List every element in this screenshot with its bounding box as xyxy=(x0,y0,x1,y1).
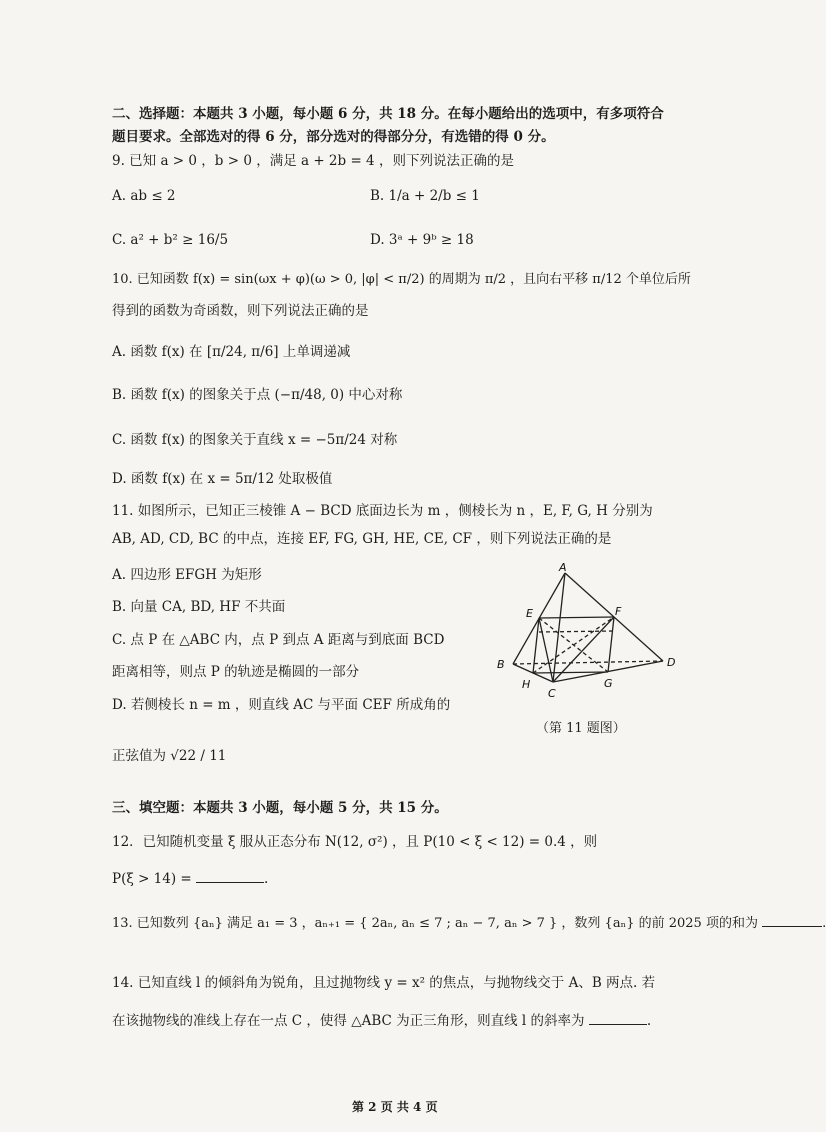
q10-option-b: B. 函数 f(x) 的图象关于点 (−π/48, 0) 中心对称 xyxy=(112,387,403,403)
q12-stem-text: P(ξ > 14) = xyxy=(112,871,192,887)
q10-option-d: D. 函数 f(x) 在 x = 5π/12 处取极值 xyxy=(112,471,333,487)
label-h: H xyxy=(522,678,531,691)
figure-caption: （第 11 题图） xyxy=(536,721,626,736)
section2-header-line1: 二、选择题：本题共 3 小题，每小题 6 分，共 18 分。在每小题给出的选项中，有多项符合 xyxy=(112,106,664,122)
q13-stem: 13. 已知数列 {aₙ} 满足 a₁ = 3 ，aₙ₊₁ = { 2aₙ, aₙ ≤ 7 ; aₙ − 7, aₙ > 7 } ，数列 {aₙ} 的前 2025 项的和为 . xyxy=(112,916,826,931)
q10-option-c: C. 函数 f(x) 的图象关于直线 x = −5π/24 对称 xyxy=(112,432,398,448)
label-g: G xyxy=(604,677,613,690)
q13-stem-text: 13. 已知数列 {aₙ} 满足 a₁ = 3 ，aₙ₊₁ = { 2aₙ, aₙ ≤ 7 ; aₙ − 7, aₙ > 7 } ，数列 {aₙ} 的前 2025 项的和为 xyxy=(112,916,758,931)
q10-option-a: A. 函数 f(x) 在 [π/24, π/6] 上单调递减 xyxy=(112,344,351,360)
page-footer: 第 2 页 共 4 页 xyxy=(352,1100,438,1114)
q11-option-c-line2: 距离相等，则点 P 的轨迹是椭圆的一部分 xyxy=(112,664,360,680)
q11-option-d-line2: 正弦值为 √22 / 11 xyxy=(112,748,227,764)
segment-fg xyxy=(608,617,614,672)
q12-answer-blank[interactable] xyxy=(196,870,264,883)
q10-stem-line1: 10. 已知函数 f(x) = sin(ωx + φ)(ω > 0, |φ| < π/2) 的周期为 π/2 ，且向右平移 π/12 个单位后所 xyxy=(112,272,691,287)
label-f: F xyxy=(615,605,622,618)
label-d: D xyxy=(667,656,676,669)
q11-option-a: A. 四边形 EFGH 为矩形 xyxy=(112,567,262,583)
label-b: B xyxy=(497,658,505,671)
section3-header: 三、填空题：本题共 3 小题，每小题 5 分，共 15 分。 xyxy=(112,800,448,816)
q14-stem-line2: 在该抛物线的准线上存在一点 C ，使得 △ABC 为正三角形，则直线 l 的斜率为 . xyxy=(112,1013,652,1029)
q11-option-c-line1: C. 点 P 在 △ABC 内，点 P 到点 A 距离与到底面 BCD xyxy=(112,632,445,648)
edge-bd-hidden xyxy=(513,661,663,664)
section2-header-line2: 题目要求。全部选对的得 6 分，部分选对的得部分分，有选错的得 0 分。 xyxy=(112,129,555,145)
q14-stem-line1: 14. 已知直线 l 的倾斜角为锐角，且过抛物线 y = x² 的焦点，与抛物线交于 A、B 两点. 若 xyxy=(112,975,656,991)
label-a: A xyxy=(559,561,567,574)
q14-stem-text: 在该抛物线的准线上存在一点 C ，使得 △ABC 为正三角形，则直线 l 的斜率为 xyxy=(112,1013,585,1029)
label-c: C xyxy=(548,687,556,700)
q12-stem-line1: 12．已知随机变量 ξ 服从正态分布 N(12, σ²) ，且 P(10 < ξ < 12) = 0.4 ，则 xyxy=(112,834,598,850)
q14-answer-blank[interactable] xyxy=(589,1012,647,1025)
q9-stem: 9. 已知 a > 0 ，b > 0 ，满足 a + 2b = 4 ，则下列说法正确的是 xyxy=(112,153,514,169)
q9-option-c: C. a² + b² ≥ 16/5 xyxy=(112,232,229,248)
segment-ef xyxy=(539,617,614,618)
q13-answer-blank[interactable] xyxy=(762,914,822,927)
q11-stem-line1: 11. 如图所示，已知正三棱锥 A − BCD 底面边长为 m ，侧棱长为 n ，E, F, G, H 分别为 xyxy=(112,503,653,519)
label-e: E xyxy=(526,607,533,620)
q9-option-a: A. ab ≤ 2 xyxy=(112,188,176,204)
q9-option-d: D. 3ᵃ + 9ᵇ ≥ 18 xyxy=(370,232,474,248)
q9-option-b: B. 1/a + 2/b ≤ 1 xyxy=(370,188,480,204)
q12-stem-line2: P(ξ > 14) = . xyxy=(112,871,269,887)
q10-stem-line2: 得到的函数为奇函数，则下列说法正确的是 xyxy=(112,303,369,319)
pyramid-figure xyxy=(495,560,685,710)
cross-line-hidden xyxy=(539,631,614,632)
segment-hg xyxy=(533,672,608,673)
q11-option-b: B. 向量 CA, BD, HF 不共面 xyxy=(112,599,286,615)
q11-option-d-line1: D. 若侧棱长 n = m ，则直线 AC 与平面 CEF 所成角的 xyxy=(112,697,451,713)
edge-ac xyxy=(553,573,565,682)
q11-stem-line2: AB, AD, CD, BC 的中点，连接 EF, FG, GH, HE, CE, CF ，则下列说法正确的是 xyxy=(112,531,612,547)
